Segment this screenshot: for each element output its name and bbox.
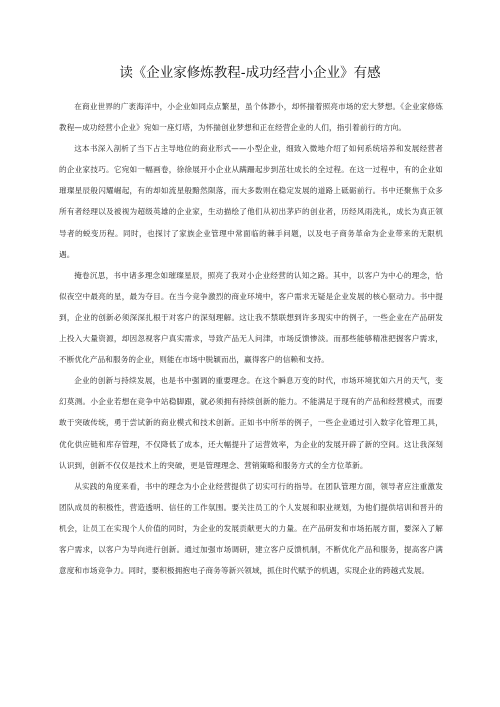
paragraph-practice: 从实践的角度来看，书中的理念为小企业经营提供了切实可行的指导。在团队管理方面，领导者应注重激发团队成员的积极性，营造透明、信任的工作氛围。要关注员工的个人发展和职业规划，为他们提供培训和晋升的机会，让员工在实现个人价值的同时，为企业的发展贡献更大的力量。在产品研发和市场拓展方面，要深入了解客户需求，以客户为导向进行创新。通过加强市场调研，建立客户反馈机制，不断优化产品和服务，提高客户满意度和市场竞争力。同时，要积极拥抱电子商务等新兴领域，抓住时代赋予的机遇，实现企业的跨越式发展。 — [59, 481, 443, 576]
document-body — [59, 96, 443, 581]
paragraph-customer-centric: 掩卷沉思，书中诸多理念如璀璨星辰，照亮了我对小企业经营的认知之路。其中，以客户为中心的理念，恰似夜空中最亮的星，最为夺目。在当今竞争激烈的商业环境中，客户需求无疑是企业发展的核心驱动力。书中提到，企业的创新必须深深扎根于对客户的深刻理解。这让我不禁联想到许多现实中的例子，一些企业在产品研发上投入大量资源，却因忽视客户真实需求，导致产品无人问津，市场反馈惨淡。而那些能够精准把握客户需求，不断优化产品和服务的企业，则能在市场中脱颖而出，赢得客户的信赖和支持。 — [59, 270, 443, 365]
paragraph-innovation: 企业的创新与持续发展，也是书中强调的重要理念。在这个瞬息万变的时代，市场环境犹如六月的天气，变幻莫测。小企业若想在竞争中站稳脚跟，就必须拥有持续创新的能力。不能满足于现有的产品和经营模式，而要敢于突破传统，勇于尝试新的商业模式和技术创新。正如书中所举的例子，一些企业通过引入数字化管理工具，优化供应链和库存管理，不仅降低了成本，还大幅提升了运营效率，为企业的发展开辟了新的空间。这让我深刻认识到，创新不仅仅是技术上的突破，更是管理理念、营销策略和服务方式的全方位革新。 — [59, 376, 443, 470]
paragraph-intro: 在商业世界的广袤海洋中，小企业如同点点繁星，虽个体渺小，却怀揣着照亮市场的宏大梦想。《企业家修炼教程—成功经营小企业》宛如一座灯塔，为怀揣创业梦想和正在经营企业的人们，指引着前行的方向。 — [59, 102, 443, 133]
document-title: 读《企业家修炼教程-成功经营小企业》有感 — [119, 65, 381, 81]
paragraph-book-overview: 这本书深入剖析了当下占主导地位的商业形式——小型企业，细致入微地介绍了如何系统培养和发展经营者的企业家技巧。它宛如一幅画卷，徐徐展开小企业从蹒跚起步到茁壮成长的全过程。在这一过程中，有的企业如璀璨星辰般闪耀崛起，有的却如流星般黯然陨落，而大多数则在稳定发展的道路上砥砺前行。书中还聚焦于众多所有者经理以及被视为超级英雄的企业家，生动描绘了他们从初出茅庐的创业者，历经风雨洗礼，成长为真正领导者的蜕变历程。同时，也探讨了家族企业管理中常面临的棘手问题，以及电子商务革命为企业带来的无限机遇。 — [59, 144, 443, 259]
